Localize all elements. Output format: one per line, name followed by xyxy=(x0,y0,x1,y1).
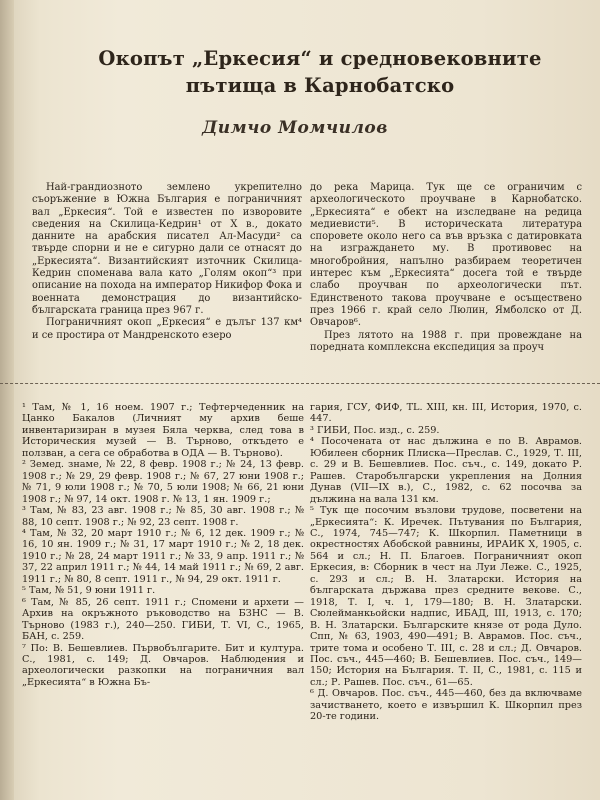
footnote-separator xyxy=(0,383,600,384)
footnote: ⁴ Там, № 32, 20 март 1910 г.; № 6, 12 дек. 1909 г.; № 16, 10 ян. 1909 г.; № 31, 17 март 1910 г.; № 2, 18 дек. 1910 г.; № 28, 24 март 1911 г.; № 33, 9 апр. 1911 г.; № 37, 22 април 1911 г.; № 44, 14 май 1911 г.; № 69, 2 авг. 1911 г.; № 80, 8 септ. 1911 г., № 94, 29 окт. 1911 г. xyxy=(22,527,304,585)
footnote: ⁵ Тук ще посочим възлови трудове, посветени на „Еркесията“: К. Иречек. Пътувания по България, С., 1974, 745—747; К. Шкорпил. Паметници в окрестностях Абобской равнины, ИРАИК Х, 1905, с. 564 и сл.; Н. П. Благоев. Пограничният окоп Еркесия, в: Сборник в чест на Луи Леже. С., 1925, с. 293 и сл.; В. Н. Златарски. История на българската държава през средните векове. С., 1918, Т. I, ч. 1, 179—180; В. Н. Златарски. Сюлейманкьойски надпис, ИБАД, III, 1913, с. 170; В. Н. Златарски. Българските князе от рода Дуло. Спп, № 63, 1903, 490—491; В. Аврамов. Пос. съч., трите тома и особено Т. III, с. 28 и сл.; Д. Овчаров. Пос. съч., 445—460; В. Бешевлиев. Пос. съч., 149—150; История на България. Т. II, С., 1981, с. 115 и сл.; Р. Рашев. Пос. съч., 61—65. xyxy=(310,505,582,688)
footnote: ⁷ По: В. Бешевлиев. Първобългарите. Бит и култура. С., 1981, с. 149; Д. Овчаров. Наблюдения и археологически разкопки на пограничния вал „Еркесията“ в Южна Бъ- xyxy=(22,642,304,688)
footnotes-column-left xyxy=(22,402,304,688)
title-line-1: Окопът „Еркесия“ и средновековните xyxy=(98,47,542,70)
footnotes-column-right xyxy=(310,402,582,723)
footnote: ³ Там, № 83, 23 авг. 1908 г.; № 85, 30 авг. 1908 г.; № 88, 10 септ. 1908 г.; № 92, 23 септ. 1908 г. xyxy=(22,505,304,528)
footnote: гария, ГСУ, ФИФ, TL. XIII, кн. III, История, 1970, с. 447. xyxy=(310,402,582,425)
body-paragraph: до река Марица. Тук ще се ограничим с археологическото проучване в Карнобатско. „Еркесията“ е обект на изследване на редица медиевисти⁵. В историческата литература споровете около него са във връзка с датировката на изграждането му. В противовес на многобройния, напълно разбираем теоретичен интерес към „Еркесията“ досега той е твърде слабо проучван по археологически път. Единственото такова проучване е осъществено през 1966 г. край село Люлин, Ямболско от Д. Овчаров⁶. xyxy=(310,182,582,329)
title-line-2: пътища в Карнобатско xyxy=(185,74,455,97)
body-paragraph: През лятото на 1988 г. при провеждане на поредната комплексна експедиция за проуч xyxy=(310,329,582,353)
footnote: ³ ГИБИ, Пос. изд., с. 259. xyxy=(310,424,440,436)
body-paragraph: Най-грандиозното землено укрепително съоръжение в Южна България е пограничният вал „Еркесия“. Той е известен по изворовите сведения на Скилица-Кедрин¹ от X в., докато данните на арабския писател Ал-Масуди² са твърде спорни и не е сигурно дали се отнасят до „Еркесията“. Византийският източник Скилица-Кедрин споменава вала като „Голям окоп“³ при описание на похода на император Никифор Фока и военната демонстрация до византийско-българската граница през 967 г. xyxy=(32,182,302,316)
book-gutter xyxy=(0,0,14,800)
body-column-left xyxy=(32,182,302,342)
footnote: ⁴ Посочената от нас дължина е по В. Аврамов. Юбилеен сборник Плиска—Преслав. С., 1929, Т. III, с. 29 и В. Бешевлиев. Пос. съч., с. 149, докато Р. Рашев. Старобългарски укрепления на Долния Дунав (VII—IX в.), С., 1982, с. 62 посочва за дължина на вала 131 км. xyxy=(310,436,582,505)
body-column-right xyxy=(310,182,582,354)
footnote: ¹ Там, № 1, 16 ноем. 1907 г.; Тефтерчеденник на Цанко Бакалов (Личният му архив беше инвентаризиран в музея Бяла черква, след това в Историческия музей — В. Търново, откъдето е ползван, а сега се обработва в ОДА — В. Търново). xyxy=(22,402,304,459)
footnote: ⁵ Там, № 51, 9 юни 1911 г. xyxy=(22,585,156,597)
body-paragraph: Пограничният окоп „Еркесия“ е дълъг 137 км⁴ и се простира от Мандренското езеро xyxy=(32,317,302,341)
article-title xyxy=(70,45,570,99)
footnote: ² Земед. знаме, № 22, 8 февр. 1908 г.; № 24, 13 февр. 1908 г.; № 29, 29 февр. 1908 г.; № 67, 27 юни 1908 г.; № 71, 9 юли 1908 г.; № 70, 5 юли 1908; № 66, 21 юни 1908 г.; № 97, 14 окт. 1908 г. № 13, 1 ян. 1909 г.; xyxy=(22,459,304,505)
author-name: Димчо Момчилов xyxy=(202,118,388,138)
footnote: ⁶ Д. Овчаров. Пос. съч., 445—460, без да включваме зачистването, което е извършил К. Шкорпил през 20-те години. xyxy=(310,688,582,723)
footnote: ⁶ Там, № 85, 26 септ. 1911 г.; Спомени и архети — Архив на окръжното ръководство на БЗНС — В. Търново (1983 г.), 240—250. ГИБИ, Т. VI, С., 1965, БАН, с. 259. xyxy=(22,596,304,643)
